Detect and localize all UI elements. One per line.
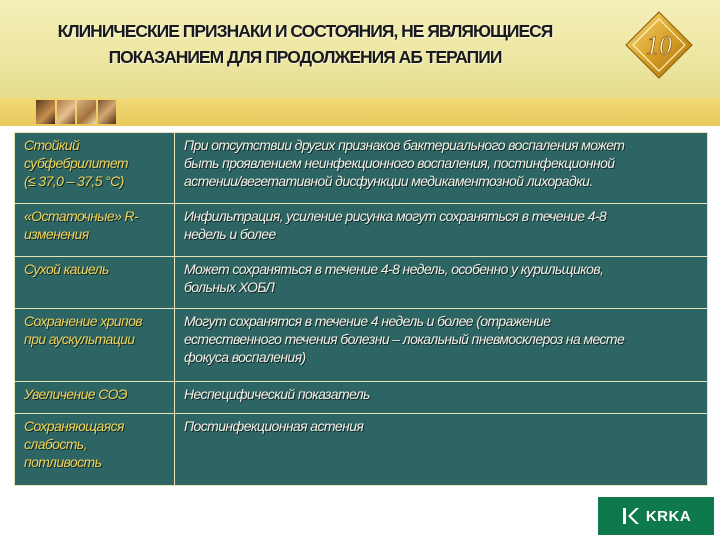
sign-text: Сохраняющаяся bbox=[24, 417, 124, 434]
description-text: Неспецифический показатель bbox=[184, 385, 370, 402]
slide-number-text: 10 bbox=[646, 31, 672, 60]
description-text: Могут сохранятся в течение 4 недель и более (отражение bbox=[184, 313, 551, 330]
photo-thumbnail bbox=[98, 100, 117, 124]
sign-cell bbox=[15, 204, 175, 257]
krka-logo-text: KRKA bbox=[645, 507, 692, 525]
sign-text: Стойкий bbox=[24, 137, 80, 153]
description-text: астении/вегетативной дисфункции медикаментозной лихорадки. bbox=[184, 173, 593, 189]
sign-text: «Остаточные» R- bbox=[24, 208, 139, 225]
description-cell bbox=[175, 204, 708, 257]
description-text: Постинфекционная астения bbox=[184, 417, 364, 434]
sign-text: Сухой кашель bbox=[24, 261, 109, 278]
slide-title-line-1: КЛИНИЧЕСКИЕ ПРИЗНАКИ И СОСТОЯНИЯ, НЕ ЯВЛЯЮЩИЕСЯ bbox=[57, 21, 553, 41]
description-text: больных ХОБЛ bbox=[184, 279, 275, 296]
photo-thumbnail bbox=[57, 100, 76, 124]
table-row bbox=[15, 257, 708, 309]
description-cell bbox=[175, 413, 708, 485]
description-cell bbox=[175, 257, 708, 309]
slide-header bbox=[0, 0, 720, 98]
description-text: фокуса воспаления) bbox=[184, 349, 306, 366]
table-row bbox=[15, 309, 708, 381]
description-text: Инфильтрация, усиление рисунка могут сохраняться в течение 4-8 bbox=[184, 208, 607, 225]
photo-strip bbox=[36, 100, 116, 124]
sign-cell bbox=[15, 381, 175, 413]
sign-text: изменения bbox=[24, 226, 89, 243]
table-row bbox=[15, 413, 708, 485]
description-text: Может сохраняться в течение 4-8 недель, особенно у курильщиков, bbox=[184, 261, 604, 278]
sign-text: субфебрилитет bbox=[24, 155, 128, 171]
sign-text: потливость bbox=[24, 453, 102, 470]
slide-title bbox=[0, 18, 610, 70]
slide-title-line-2: ПОКАЗАНИЕМ ДЛЯ ПРОДОЛЖЕНИЯ АБ ТЕРАПИИ bbox=[108, 47, 502, 67]
sign-cell bbox=[15, 133, 175, 204]
sign-cell bbox=[15, 413, 175, 485]
photo-thumbnail bbox=[77, 100, 96, 124]
sign-text: слабость, bbox=[24, 435, 87, 452]
sign-text: при аускультации bbox=[24, 331, 135, 348]
slide-number-badge bbox=[624, 10, 694, 80]
krka-logo bbox=[598, 497, 714, 535]
description-cell bbox=[175, 133, 708, 204]
sign-text: (≤ 37,0 – 37,5 °C) bbox=[24, 173, 124, 189]
sign-text: Увеличение СОЭ bbox=[24, 385, 127, 402]
sign-cell bbox=[15, 309, 175, 381]
description-cell bbox=[175, 309, 708, 381]
krka-mark-icon bbox=[621, 506, 641, 526]
sign-cell bbox=[15, 257, 175, 309]
sign-text: Сохранение хрипов bbox=[24, 313, 142, 330]
description-text: быть проявлением неинфекционного воспаления, постинфекционной bbox=[184, 155, 615, 171]
description-text: недель и более bbox=[184, 226, 276, 243]
description-text: естественного течения болезни – локальный пневмосклероз на месте bbox=[184, 331, 625, 348]
table-row bbox=[15, 381, 708, 413]
description-cell bbox=[175, 381, 708, 413]
signs-table bbox=[14, 132, 708, 486]
photo-thumbnail bbox=[36, 100, 55, 124]
table-row bbox=[15, 133, 708, 204]
description-text: При отсутствии других признаков бактериального воспаления может bbox=[184, 137, 625, 153]
table-row bbox=[15, 204, 708, 257]
